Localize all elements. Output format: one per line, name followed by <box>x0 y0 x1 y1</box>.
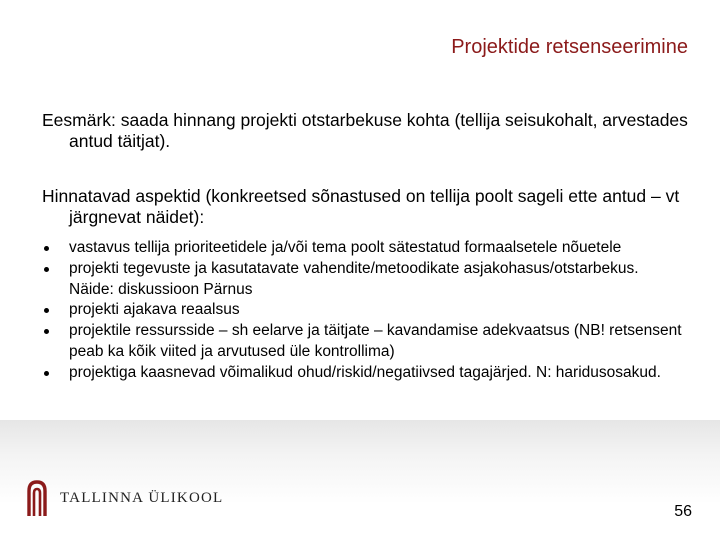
aspects-list <box>42 238 682 384</box>
bullet-icon <box>44 246 49 251</box>
tallinn-university-logo-icon <box>26 479 48 517</box>
list-item-text: projektiga kaasnevad võimalikud ohud/riskid/negatiivsed tagajärjed. N: haridusosakud. <box>69 363 661 381</box>
bullet-icon <box>44 371 49 376</box>
list-item-text: projektile ressursside – sh eelarve ja täitjate – kavandamise adekvaatsus (NB! retsensent peab ka kõik viited ja arvutused üle kontrollima) <box>69 322 682 360</box>
bullet-icon <box>44 329 49 334</box>
list-item-text: projekti ajakava reaalsus <box>69 301 240 319</box>
page-number: 56 <box>674 503 692 520</box>
bullet-icon <box>44 308 49 313</box>
list-item <box>42 321 682 363</box>
list-item <box>42 238 682 259</box>
list-item <box>42 259 682 301</box>
university-logo <box>26 478 223 518</box>
list-item <box>42 300 682 321</box>
slide-title: Projektide retsenseerimine <box>451 36 688 58</box>
list-item-text: projekti tegevuste ja kasutatavate vahendite/metoodikate asjakohasus/otstarbekus. Näide: diskussioon Pärnus <box>69 259 639 298</box>
list-item <box>42 363 682 384</box>
goal-paragraph: Eesmärk: saada hinnang projekti otstarbekuse kohta (tellija seisukohalt, arvestades antud täitjat). <box>42 110 688 151</box>
logo-text: TALLINNA ÜLIKOOL <box>60 489 224 506</box>
bullet-icon <box>44 267 49 272</box>
aspects-paragraph: Hinnatavad aspektid (konkreetsed sõnastused on tellija poolt sageli ette antud – vt järgnevat näidet): <box>42 186 680 227</box>
list-item-text: vastavus tellija prioriteetidele ja/või tema poolt sätestatud formaalsetele nõuetele <box>69 239 622 256</box>
